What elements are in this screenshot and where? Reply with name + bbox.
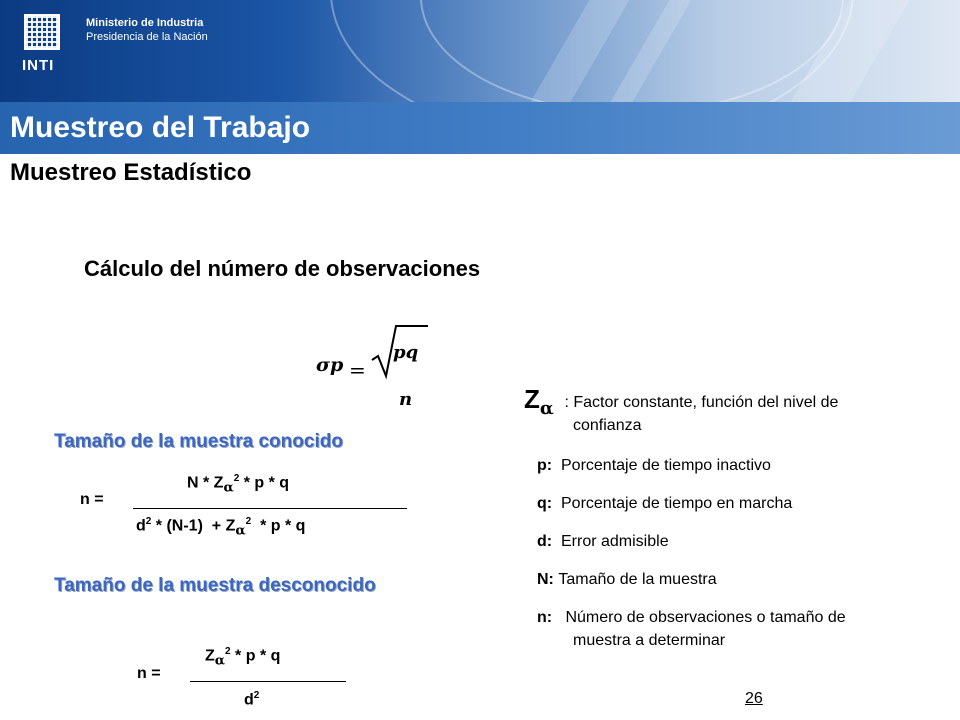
logo-text: INTI <box>22 57 55 74</box>
known-formula-lhs: n = <box>80 491 104 508</box>
known-sample-heading: Tamaño de la muestra conocido <box>54 431 343 452</box>
legend-text: Tamaño de la muestra <box>558 571 717 588</box>
z-definition-line-1: : Factor constante, función del nivel de <box>560 394 839 411</box>
unknown-formula-numerator <box>205 646 280 669</box>
legend-item-q <box>537 495 792 513</box>
legend-item-d <box>537 533 669 551</box>
squared-superscript: 2 <box>245 516 252 527</box>
z-alpha-symbol <box>524 384 554 419</box>
unknown-num-z: Z <box>205 647 215 665</box>
known-num-text: N * Z <box>187 474 224 492</box>
legend-text: Porcentaje de tiempo en marcha <box>561 495 793 512</box>
alpha-subscript: α <box>223 479 234 496</box>
legend-item-p <box>537 457 771 475</box>
z-definition-line-2: confianza <box>573 417 642 434</box>
legend-key: d: <box>537 533 553 550</box>
unknown-formula-denominator <box>244 690 259 709</box>
squared-superscript: 2 <box>233 473 240 484</box>
legend-key: p: <box>537 457 553 474</box>
legend-text: Número de observaciones o tamaño de <box>565 609 846 626</box>
legend-text: Error admisible <box>561 533 669 550</box>
page-number: 26 <box>745 690 763 707</box>
slide-subtitle: Muestreo Estadístico <box>10 159 252 186</box>
ministry-line-2: Presidencia de la Nación <box>86 31 208 43</box>
squared-superscript: 2 <box>253 690 260 701</box>
legend-key: N: <box>537 571 554 588</box>
squared-superscript: 2 <box>145 516 152 527</box>
ministry-line-1: Ministerio de Industria <box>86 17 204 29</box>
legend-key: n: <box>537 609 553 626</box>
alpha-subscript: α <box>235 522 246 539</box>
legend-item-n <box>537 609 846 627</box>
sigma-numerator: pq <box>393 342 419 363</box>
inti-logo-icon <box>24 14 60 50</box>
unknown-formula-lhs: n = <box>137 665 161 682</box>
legend-key: q: <box>537 495 553 512</box>
alpha-subscript: α <box>539 398 554 420</box>
known-num-rest: * p * q <box>239 474 290 492</box>
section-title: Cálculo del número de observaciones <box>84 256 481 281</box>
unknown-num-rest: * p * q <box>230 647 281 665</box>
legend-item-n-line-2: muestra a determinar <box>573 632 726 649</box>
known-formula-numerator <box>187 473 289 496</box>
sigma-denominator: n <box>399 389 413 410</box>
slide-title: Muestreo del Trabajo <box>10 111 311 144</box>
alpha-subscript: α <box>214 652 226 669</box>
known-den-d: d <box>136 517 146 535</box>
header-banner <box>0 0 960 102</box>
unknown-den-d: d <box>244 691 254 709</box>
squared-superscript: 2 <box>225 646 231 657</box>
legend-item-N <box>537 571 717 589</box>
known-den-rest: * p * q <box>251 517 306 535</box>
legend-text: Porcentaje de tiempo inactivo <box>561 457 771 474</box>
z-letter: Z <box>524 384 540 414</box>
unknown-fraction-line <box>190 681 346 682</box>
known-formula-denominator <box>136 516 305 539</box>
sigma-equals: = <box>349 358 366 382</box>
ministry-label <box>86 16 208 44</box>
unknown-sample-heading: Tamaño de la muestra desconocido <box>54 575 376 596</box>
known-den-mid: * (N-1) + Z <box>151 517 236 535</box>
known-fraction-line <box>133 508 407 509</box>
sigma-lhs: σp <box>316 354 344 376</box>
